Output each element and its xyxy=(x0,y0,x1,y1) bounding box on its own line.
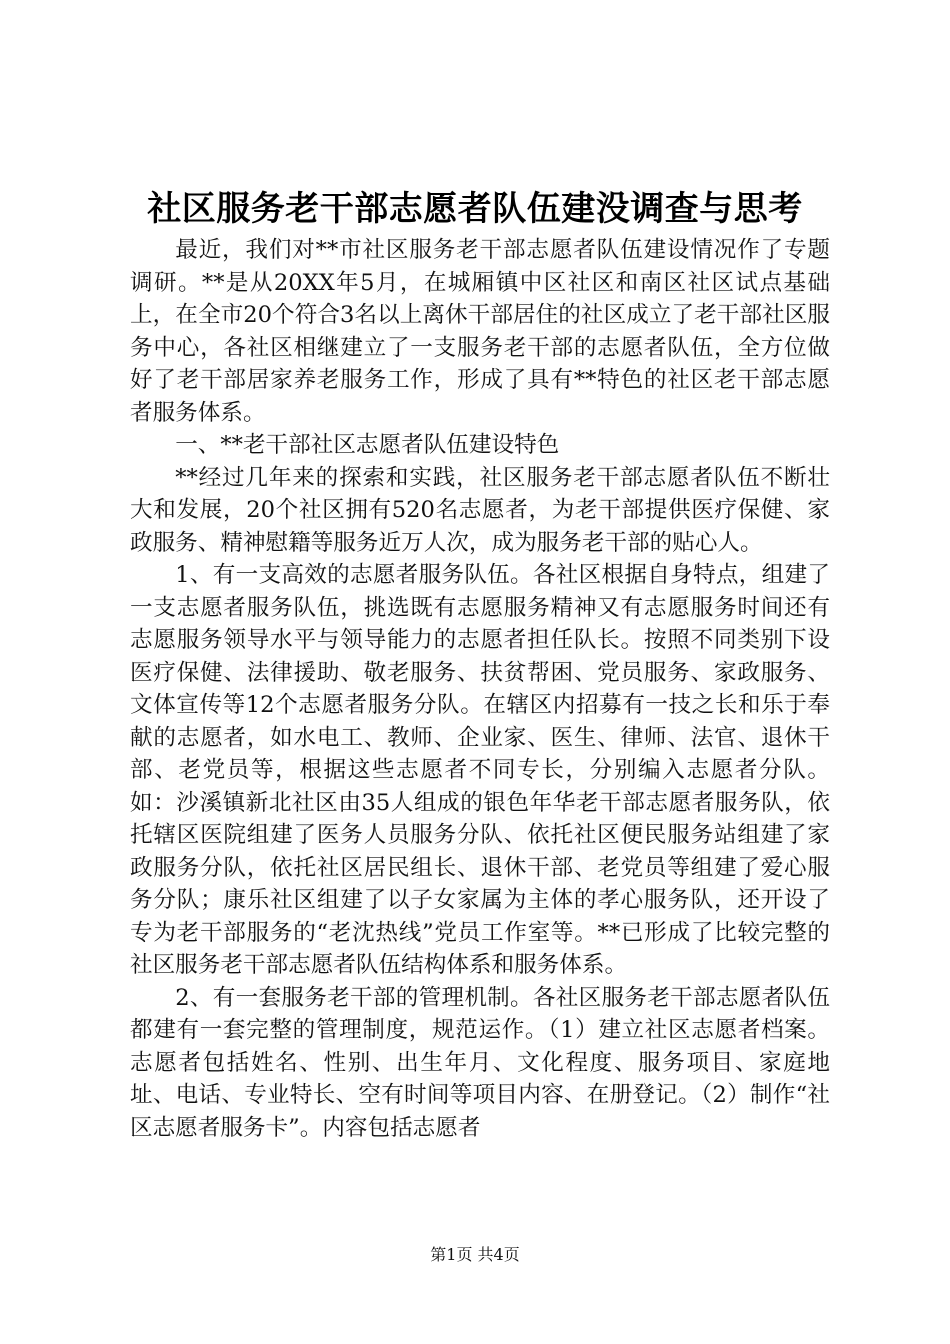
section-heading-1: 一、**老干部社区志愿者队伍建设特色 xyxy=(175,432,560,458)
paragraph-intro: 最近，我们对**市社区服务老干部志愿者队伍建设情况作了专题调研。**是从20XX年5月，在城厢镇中区社区和南区社区试点基础上，在全市20个符合3名以上离休干部居住的社区成立了老干部社区服务中心，各社区相继建立了一支服务老干部的志愿者队伍，全方位做好了老干部居家养老服务工作，形成了具有**特色的社区老干部志愿者服务体系。 xyxy=(130,237,830,426)
document-body xyxy=(130,234,830,1144)
page-footer: 第1页 共4页 xyxy=(430,1245,520,1264)
paragraph-point-2: 2、有一套服务老干部的管理机制。各社区服务老干部志愿者队伍都建有一套完整的管理制度，规范运作。（1）建立社区志愿者档案。志愿者包括姓名、性别、出生年月、文化程度、服务项目、家庭地址、电话、专业特长、空有时间等项目内容、在册登记。（2）制作“社区志愿者服务卡”。内容包括志愿者 xyxy=(130,984,830,1141)
paragraph-point-1: 1、有一支高效的志愿者服务队伍。各社区根据自身特点，组建了一支志愿者服务队伍，挑选既有志愿服务精神又有志愿服务时间还有志愿服务领导水平与领导能力的志愿者担任队长。按照不同类别下设医疗保健、法律援助、敬老服务、扶贫帮困、党员服务、家政服务、文体宣传等12个志愿者服务分队。在辖区内招募有一技之长和乐于奉献的志愿者，如水电工、教师、企业家、医生、律师、法官、退休干部、老党员等，根据这些志愿者不同专长，分别编入志愿者分队。如：沙溪镇新北社区由35人组成的银色年华老干部志愿者服务队，依托辖区医院组建了医务人员服务分队、依托社区便民服务站组建了家政服务分队，依托社区居民组长、退休干部、老党员等组建了爱心服务分队；康乐社区组建了以子女家属为主体的孝心服务队，还开设了专为老干部服务的“老沈热线”党员工作室等。**已形成了比较完整的社区服务老干部志愿者队伍结构体系和服务体系。 xyxy=(130,562,830,978)
document-title: 社区服务老干部志愿者队伍建没调查与思考 xyxy=(147,189,803,229)
paragraph-overview: **经过几年来的探索和实践，社区服务老干部志愿者队伍不断壮大和发展，20个社区拥有520名志愿者，为老干部提供医疗保健、家政服务、精神慰籍等服务近万人次，成为服务老干部的贴心人。 xyxy=(130,464,830,556)
